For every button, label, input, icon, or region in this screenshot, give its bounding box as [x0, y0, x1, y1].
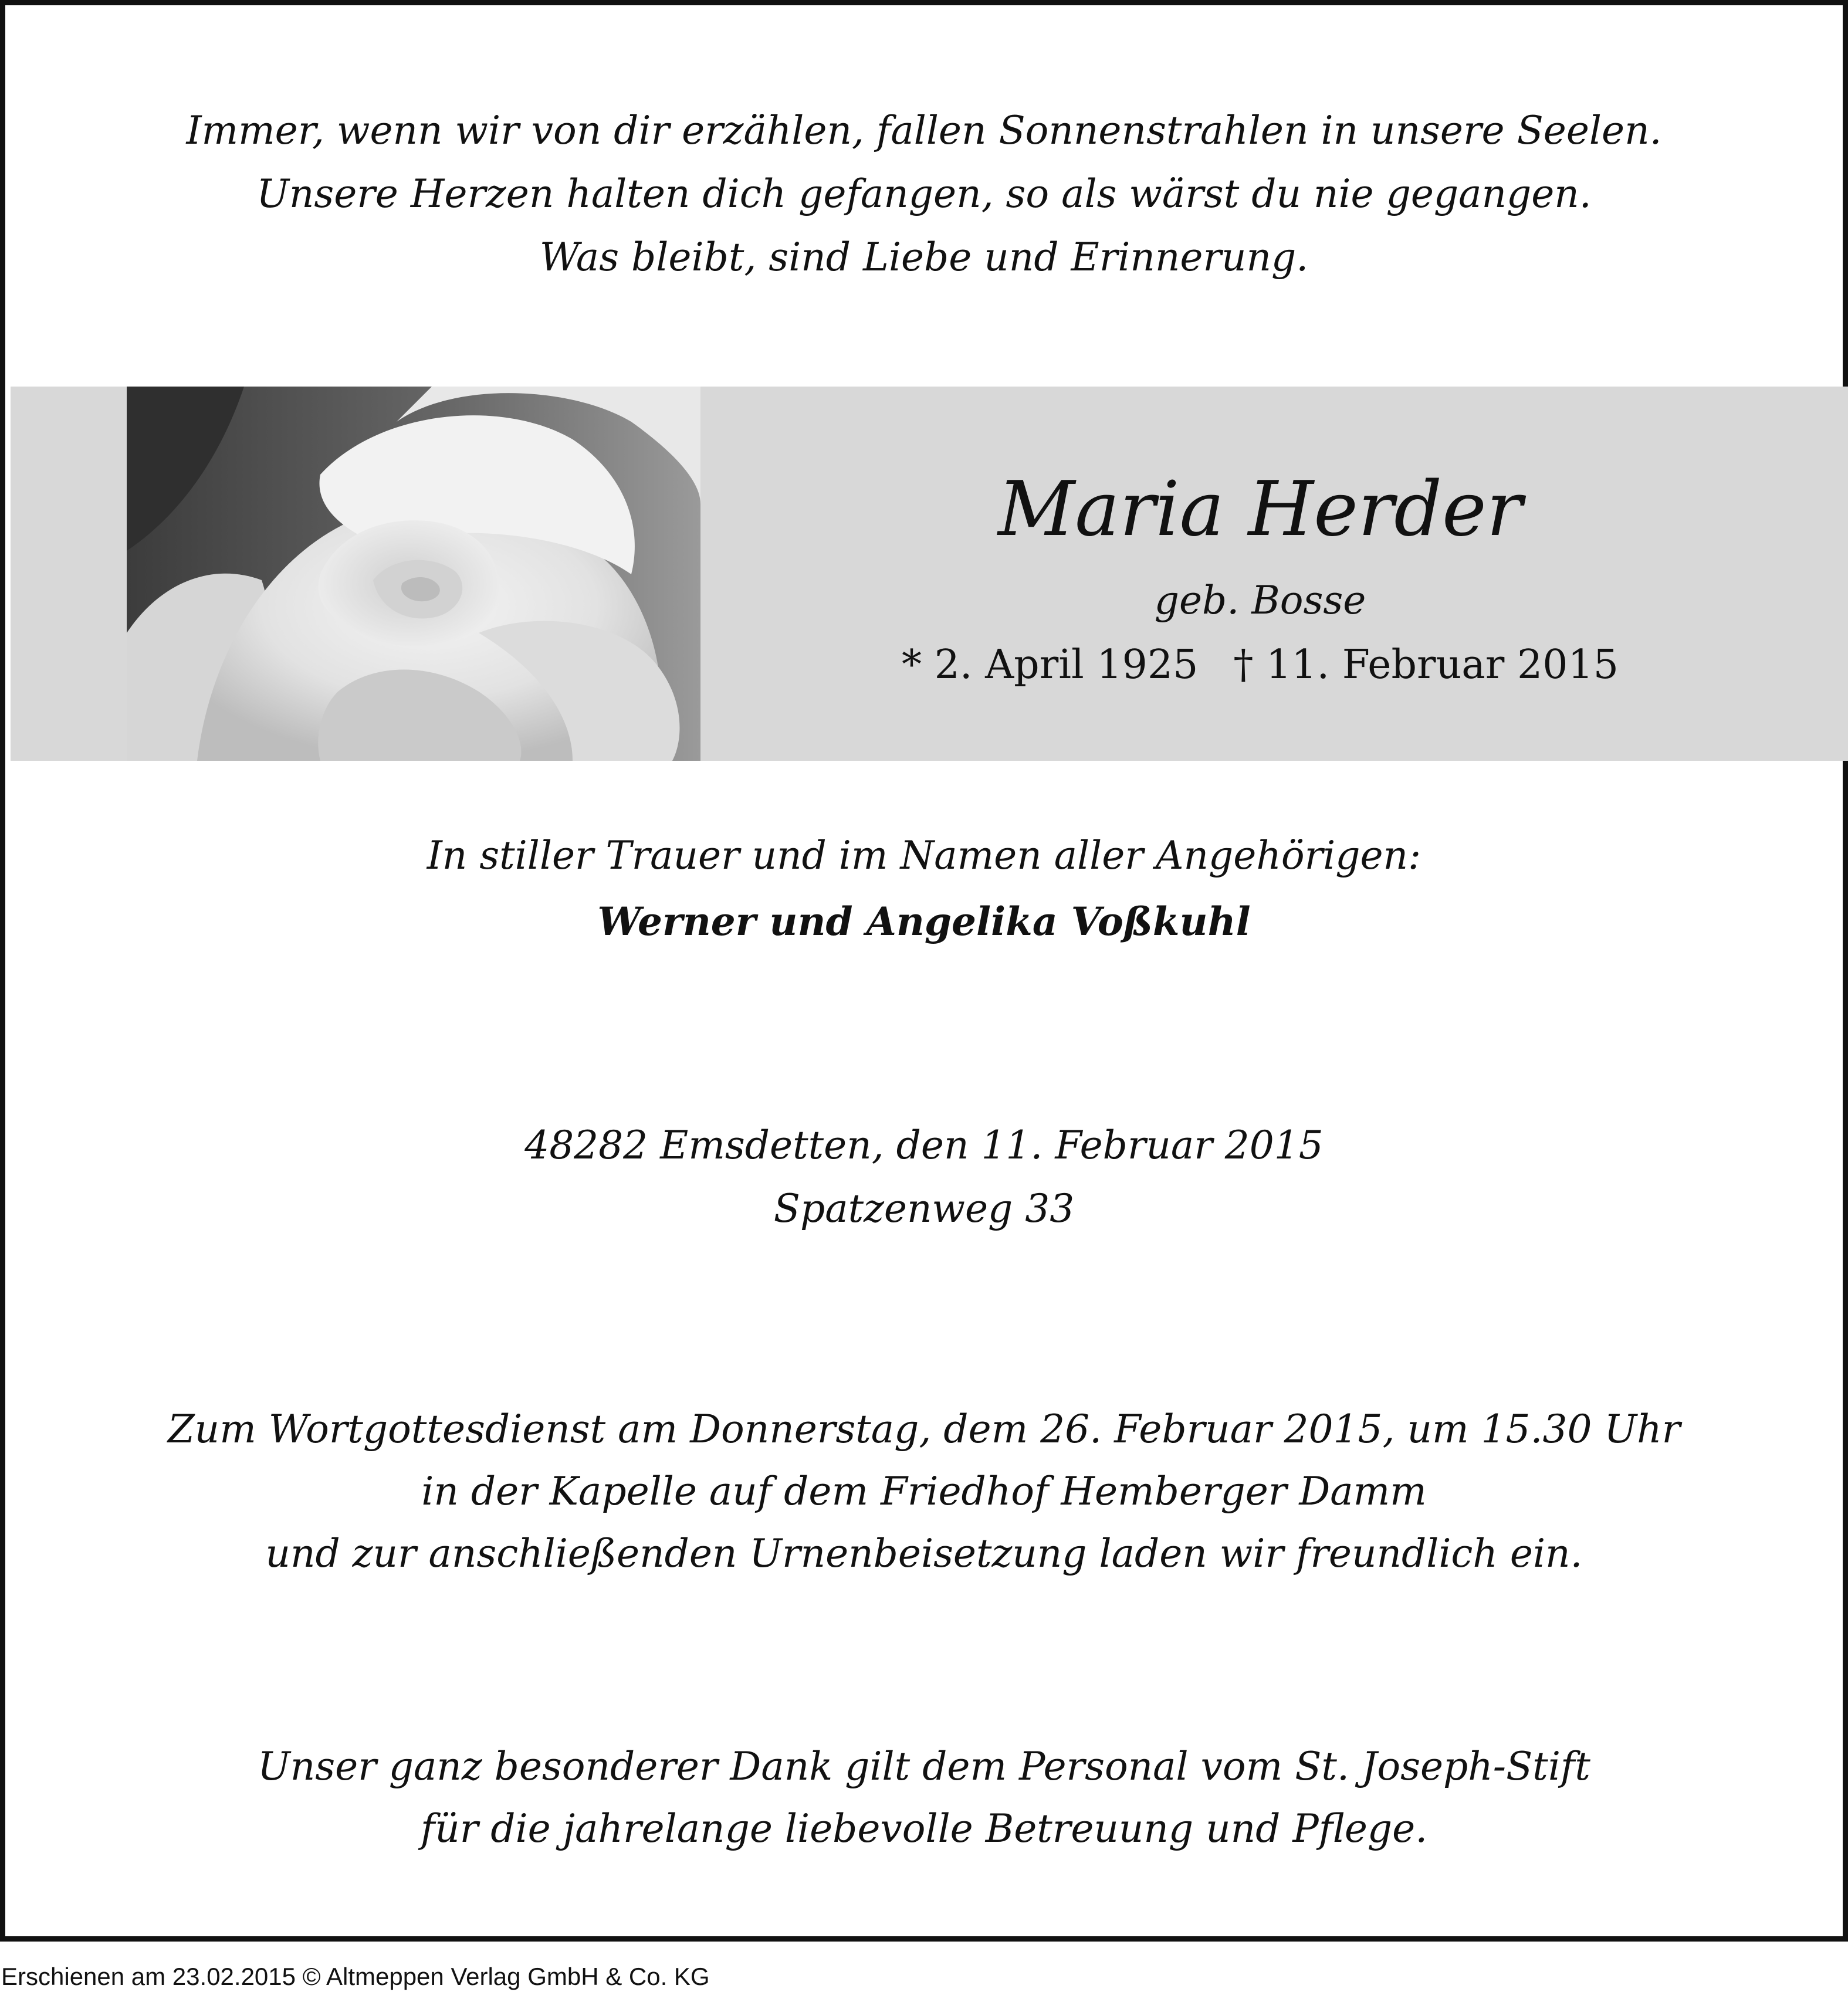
- rose-image: [127, 387, 700, 761]
- death-date: † 11. Februar 2015: [1233, 642, 1619, 688]
- thanks-line: für die jahrelange liebevolle Betreuung und Pflege.: [420, 1806, 1428, 1851]
- white-rose-photo: [127, 387, 700, 761]
- mourning-intro: [5, 826, 1843, 885]
- thanks-line: Unser ganz besonderer Dank gilt dem Personal vom St. Joseph-Stift: [258, 1744, 1590, 1789]
- publication-footer: Erschienen am 23.02.2015 © Altmeppen Verlag GmbH & Co. KG: [1, 1963, 710, 1990]
- maiden-name: geb. Bosse: [1154, 578, 1366, 623]
- motto-line: Unsere Herzen halten dich gefangen, so als wärst du nie gegangen.: [256, 171, 1592, 216]
- address-block: [5, 1114, 1843, 1241]
- service-invitation: [5, 1398, 1843, 1585]
- mourners-names-text: Werner und Angelika Voßkuhl: [597, 899, 1251, 944]
- service-line: Zum Wortgottesdienst am Donnerstag, dem 26. Februar 2015, um 15.30 Uhr: [167, 1407, 1681, 1452]
- mourners-names: [5, 892, 1843, 951]
- deceased-name: Maria Herder: [998, 466, 1522, 553]
- motto-verse: [5, 99, 1843, 289]
- mourning-intro-text: In stiller Trauer und im Namen aller Angehörigen:: [427, 833, 1421, 878]
- service-line: in der Kapelle auf dem Friedhof Hemberger Damm: [421, 1469, 1427, 1514]
- life-dates: [832, 639, 1688, 692]
- motto-line: Was bleibt, sind Liebe und Erinnerung.: [539, 235, 1309, 280]
- thanks-note: [5, 1736, 1843, 1860]
- motto-line: Immer, wenn wir von dir erzählen, fallen Sonnenstrahlen in unsere Seelen.: [186, 108, 1662, 153]
- name-banner: [11, 387, 1848, 761]
- birth-date: * 2. April 1925: [901, 642, 1199, 688]
- address-line: 48282 Emsdetten, den 11. Februar 2015: [524, 1123, 1324, 1168]
- address-line: Spatzenweg 33: [773, 1186, 1075, 1231]
- service-line: und zur anschließenden Urnenbeisetzung laden wir freundlich ein.: [265, 1531, 1583, 1576]
